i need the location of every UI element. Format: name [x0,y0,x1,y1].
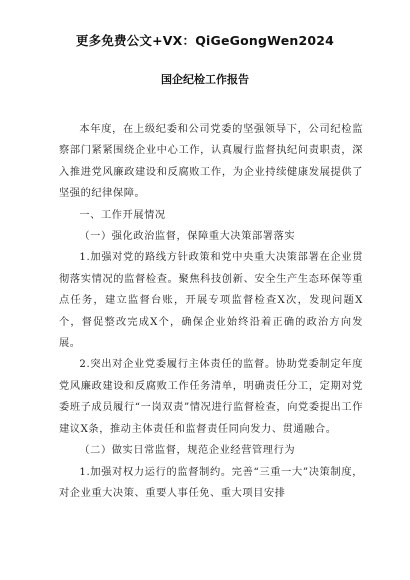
intro-paragraph: 本年度，在上级纪委和公司党委的坚强领导下，公司纪检监察部门紧紧围绕企业中心工作，认真履行监督执纪问责职责，深入推进党风廉政建设和反腐败工作，为企业持续健康发展提供了坚强的纪律保障。 [59,124,363,200]
list-item: 2.突出对企业党委履行主体责任的监督。协助党委制定年度党风廉政建设和反腐败工作任务清单，明确责任分工，定期对党委班子成员履行“一岗双责”情况进行监督检查，向党委提出工作建议X条，推动主体责任和监督责任同向发力、贯通融合。 [59,359,363,435]
section-heading: 一、工作开展情况 [79,209,166,221]
document-title: 国企纪检工作报告 [161,73,249,86]
list-item: 1.加强对党的路线方针政策和党中央重大决策部署在企业贯彻落实情况的监督检查。聚焦科技创新、安全生产生态环保等重点任务，建立监督台账，开展专项监督检查X次，发现问题X个，督促整改完成X个，确保企业始终沿着正确的政治方向发展。 [59,252,363,350]
watermark-header: 更多免费公文+VX：QiGeGongWen2024 [75,33,335,48]
document-body [59,119,363,504]
subsection-heading: （一）强化政治监督，保障重大决策部署落实 [79,231,296,243]
subsection-heading: （二）做实日常监督，规范企业经营管理行为 [79,445,296,457]
list-item: 1.加强对权力运行的监督制约。完善“三重一大”决策制度，对企业重大决策、重要人事任免、重大项目安排 [59,466,363,499]
